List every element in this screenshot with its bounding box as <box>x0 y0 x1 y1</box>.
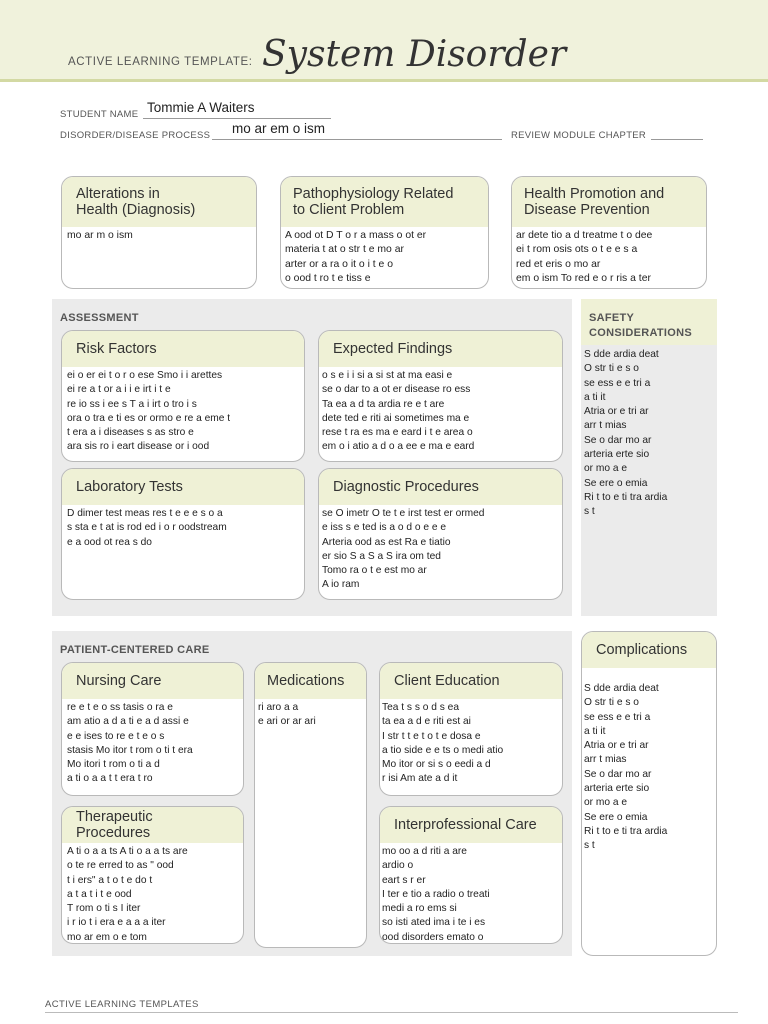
interprofessional-care-text: mo oo a d riti a are ardio o eart s r er I ter e tio a radio o treati medi a ro ems si so isti ated ima i te i es ood disorders emato o <box>382 846 490 943</box>
template-kicker: ACTIVE LEARNING TEMPLATE: <box>68 56 253 68</box>
nursing-care-text: re e t e o ss tasis o ra e am atio a d a ti e a d assi e e e ises to re e t e o s stasis Mo itor t rom o ti t era Mo itori t rom o ti a d a ti o a a t t era t ro <box>67 702 193 785</box>
footer-text: ACTIVE LEARNING TEMPLATES <box>45 999 199 1010</box>
medications-text: ri aro a a e ari or ar ari <box>258 702 316 728</box>
review-module-label: REVIEW MODULE CHAPTER <box>511 130 647 141</box>
safety-text: S dde ardia deat O str ti e s o se ess e e tri a a ti it Atria or e tri ar arr t mias Se o dar mo ar arteria erte sio or mo a e Se ere o emia Ri t to e ti tra ardia s t <box>584 349 668 518</box>
student-name-line <box>143 118 331 119</box>
patient-care-label: PATIENT-CENTERED CARE <box>60 644 210 656</box>
nursing-care-title: Nursing Care <box>62 663 243 699</box>
pathophysiology-box <box>280 176 489 289</box>
safety-title: SAFETY CONSIDERATIONS <box>581 299 717 345</box>
therapeutic-procedures-box <box>61 806 244 944</box>
student-name-value[interactable]: Tommie A Waiters <box>147 100 255 115</box>
expected-findings-box <box>318 330 563 462</box>
medications-title: Medications <box>255 663 366 699</box>
footer-rule <box>45 1012 738 1013</box>
client-education-text: Tea t s s o d s ea ta ea a d e riti est ai I str t t e t o t e dosa e a tio side e e ts o medi atio Mo itor or si s o eedi a d r isi Am ate a d it <box>382 702 504 785</box>
health-promotion-box <box>511 176 707 289</box>
complications-text: S dde ardia deat O str ti e s o se ess e e tri a a ti it Atria or e tri ar arr t mias Se o dar mo ar arteria erte sio or mo a e Se ere o emia Ri t to e ti tra ardia s t <box>584 683 668 852</box>
client-education-title: Client Education <box>380 663 562 699</box>
page-title: System Disorder <box>262 34 567 75</box>
review-module-line[interactable] <box>651 139 703 140</box>
risk-factors-box <box>61 330 305 462</box>
health-promotion-title: Health Promotion and Disease Prevention <box>512 177 706 227</box>
laboratory-tests-title: Laboratory Tests <box>62 469 304 505</box>
alterations-title: Alterations in Health (Diagnosis) <box>62 177 256 227</box>
complications-title: Complications <box>582 632 716 668</box>
alterations-box <box>61 176 257 289</box>
disorder-value[interactable]: mo ar em o ism <box>232 121 326 136</box>
interprofessional-care-title: Interprofessional Care <box>380 807 562 843</box>
student-name-label: STUDENT NAME <box>60 109 139 120</box>
therapeutic-procedures-title: Therapeutic Procedures <box>62 807 243 843</box>
expected-findings-text: o s e i i si a si st at ma easi e se o dar to a ot er disease ro ess Ta ea a d ta ardia re e t are dete ted e riti ai sometimes ma e rese t ra es ma e eard i t e area o em o i atio a d o a ee e ma e eard <box>322 370 475 453</box>
assessment-label: ASSESSMENT <box>60 312 139 324</box>
disorder-line <box>212 139 502 140</box>
laboratory-tests-box <box>61 468 305 600</box>
laboratory-tests-text: D dimer test meas res t e e e s o a s sta e t at is rod ed i o r oodstream e a ood ot rea s do <box>67 508 227 548</box>
diagnostic-procedures-box <box>318 468 563 600</box>
interprofessional-care-box <box>379 806 563 944</box>
medications-box <box>254 662 367 948</box>
risk-factors-text: ei o er ei t o r o ese Smo i i arettes ei re a t or a i i e irt i t e re io ss i ee s T a i irt o tro i s ora o tra e ti es or ormo e re a eme t t era a i diseases s as stro e ara sis ro i eart disease or i ood <box>67 370 231 453</box>
diagnostic-procedures-title: Diagnostic Procedures <box>319 469 562 505</box>
alterations-text: mo ar m o ism <box>67 230 133 241</box>
diagnostic-procedures-text: se O imetr O te t e irst test er ormed e iss s e ted is a o d o e e e Arteria ood as est Ra e tiatio er sio S a S a S ira om ted Tomo ra o t e est mo ar A io ram <box>322 508 485 591</box>
client-education-box <box>379 662 563 796</box>
therapeutic-procedures-text: A ti o a a ts A ti o a a ts are o te re erred to as " ood t i ers" a t o t e do t a t a t i t e ood T rom o ti s I iter i r io t i era e a a a iter mo ar em o e tom <box>67 846 188 943</box>
pathophysiology-title: Pathophysiology Related to Client Problem <box>281 177 488 227</box>
disorder-label: DISORDER/DISEASE PROCESS <box>60 130 211 141</box>
risk-factors-title: Risk Factors <box>62 331 304 367</box>
expected-findings-title: Expected Findings <box>319 331 562 367</box>
pathophysiology-text: A ood ot D T o r a mass o ot er materia t at o str t e mo ar arter or a ra o it o i t e o o ood t ro t e tiss e <box>285 230 427 284</box>
health-promotion-text: ar dete tio a d treatme t o dee ei t rom osis ots o t e e s a red et eris o mo ar em o ism To red e o r ris a ter <box>516 230 653 284</box>
nursing-care-box <box>61 662 244 796</box>
